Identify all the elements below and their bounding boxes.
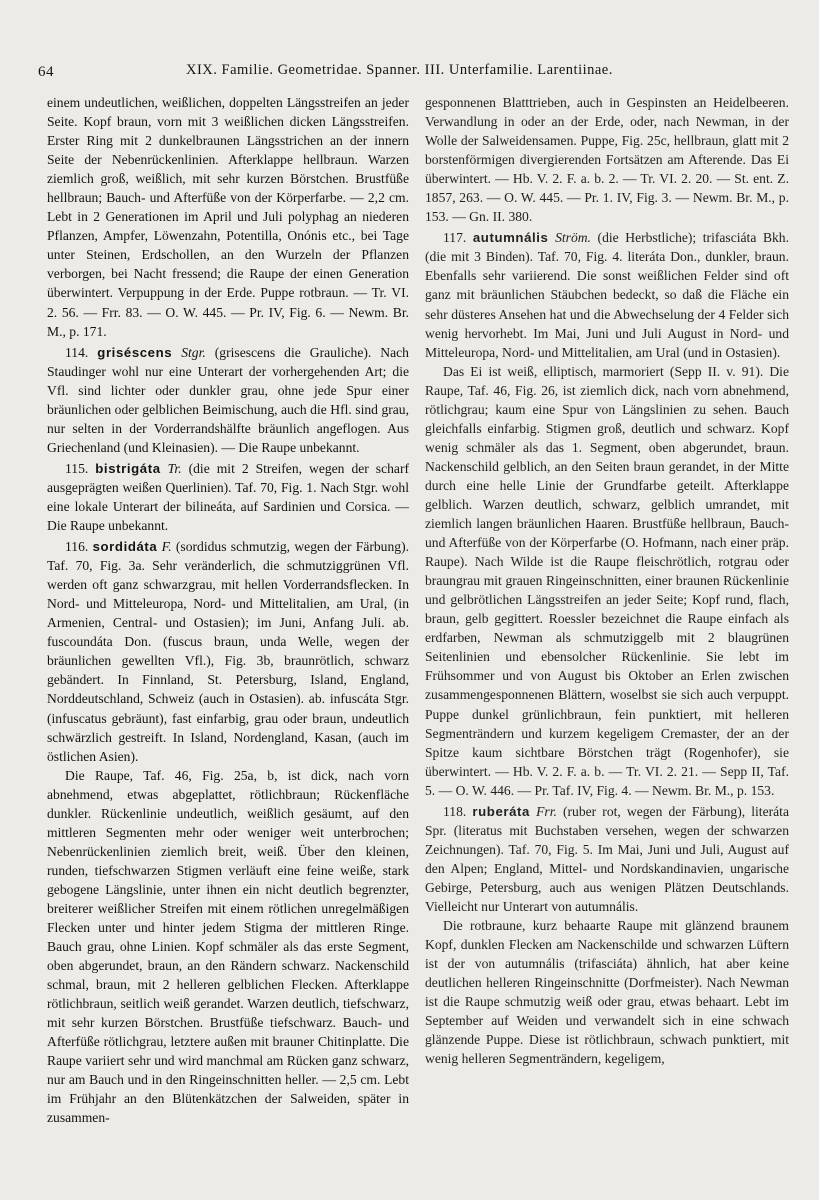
entry-number: 118. [443, 803, 467, 819]
species-entry [47, 537, 409, 766]
species-entry [47, 459, 409, 535]
paragraph: Die Raupe, Taf. 46, Fig. 25a, b, ist dick, nach vorn abnehmend, etwas abgeplattet, rötlichbraun; Rückenfläche dunkler. Rückenlinie undeutlich, weißlich gesäumt, auf den mittleren Segmenten mehr oder weniger weit unterbrochen; Nebenrückenlinien ziemlich breit, weiß. Über den kleinen, runden, tiefschwarzen Stigmen verläuft eine feine weiße, stark gebogene Längslinie, unter ihnen ein nicht deutlich begrenzter, breiterer weißlicher Streifen mit einem rötlichen unregelmäßigen Flecken unter und hinter jedem Stigma der mittleren Ringe. Bauch grau, ohne Linien. Kopf schmäler als das erste Segment, oben abgerundet, braun, an den Rändern schwarz. Nackenschild schmal, braun, mit 2 helleren gelblichen Flecken. Afterklappe rötlichbraun, seitlich weiß gerandet. Warzen deutlich, tiefschwarz, mit sehr kurzen Börstchen. Brustfüße tiefschwarz. Bauch- und Afterfüße rötlichgrau, letztere außen mit brauner Chitinplatte. Die Raupe variiert sehr und wird manchmal am Rücken ganz schwarz, nur am Bauch und in den Ringeinschnitten heller. — 2,5 cm. Lebt im Frühjahr an den Blütenkätzchen der Salweiden, später in zusammen- [47, 767, 409, 1126]
species-entry [47, 343, 409, 457]
species-entry [425, 228, 789, 361]
entry-text: (sordidus schmutzig, wegen der Färbung). Taf. 70, Fig. 3a. Sehr veränderlich, die schmutziggrünen Vfl. werden oft ganz schwarzgrau, mit hellen Vorderrandsflecken. In Nord- und Mitteleuropa, Nord- und Mittelitalien, am Ural, (in Armenien, Central- und Ostasien); im Juni, Anfang Juli. ab. fuscoundáta Don. (fuscus braun, unda Welle, wegen der bräunlichen gewellten Vfl.), Fig. 3b, braunrötlich, schwarz gebändert. In Finnland, St. Petersburg, Island, England, Norddeutschland, Schweiz (auch in Ostasien). ab. infuscáta Stgr. (infuscatus gebräunt), fast einfarbig, grau oder braun, undeutlich schwärzlich gestreift. In Island, Nordengland, Kasan, (auch im östlichen Asien). [47, 539, 409, 764]
author-name: Tr. [167, 460, 182, 476]
author-name: Ström. [555, 230, 591, 246]
entry-number: 117. [443, 230, 467, 246]
right-column [425, 93, 789, 1068]
page-number: 64 [38, 64, 54, 80]
continued-paragraph: gesponnenen Blatttrieben, auch in Gespinsten an Heidelbeeren. Verwandlung in oder an der Erde, oder, nach Newman, in der Wolle der Salweidensamen. Puppe, Fig. 25c, hellbraun, glatt mit 2 borstenförmigen divergierenden Fortsätzen am Afterende. Das Ei überwintert. — Hb. V. 2. F. a. b. 2. — Tr. VI. 2. 20. — St. ent. Z. 1857, 263. — O. W. 445. — Pr. 1. IV, Fig. 3. — Newm. Br. M., p. 153. — Gn. II. 380. [425, 95, 789, 225]
species-name: sordidáta [92, 539, 158, 555]
paragraph: Das Ei ist weiß, elliptisch, marmoriert (Sepp II. v. 91). Die Raupe, Taf. 46, Fig. 26, ist ziemlich dick, nach vorn abnehmend, rötlichgrau; kaum eine Spur von Längslinien zu sehen. Bauch gleichfalls einfarbig. Stigmen groß, deutlich und schwarz. Kopf wenig schmäler als das 1. Segment, oben abgerundet, braun. Nackenschild gelblich, an den Seiten braun gerandet, in der Mitte durch eine helle Linie der Grundfarbe geteilt. Afterklappe gelblich. Warzen deutlich, schwarz, gelblich umrandet, mit ziemlich langen bräunlichen Haaren. Brustfüße hellbraun, Bauch- und Afterfüße von der Körperfarbe (O. Hofmann, nach einer präp. Raupe). Nach Wilde ist die Raupe fleischrötlich, rotgrau oder braungrau mit grauen Ringeinschnitten, einer braunen Rückenlinie und gelbrötlichen Längsstreifen an jeder Seite; Kopf rund, flach, braun, gelb gegittert. Roessler bezeichnet die Raupe einfach als erdfarben, Newman als schmutziggelb mit 2 blaugrünen Seitenlinien und ebensolcher Rückenlinie. Sie lebt im Frühsommer und von August bis Oktober an Erlen zwischen zusammengesponnenen Blättern, woselbst sie sich auch verpuppt. Puppe dunkel grünlichbraun, fein punktiert, mit helleren Segmenträndern und kurzem kegeligem Cremaster, der an der Spitze kaum sichtbare Börstchen trägt (Rogenhofer), sie überwintert. — Hb. V. 2. F. a. b. — Tr. VI. 2. 21. — Sepp II, Taf. 5. — O. W. 446. — Pr. Taf. IV, Fig. 4. — Newm. Br. M., p. 153. [425, 363, 789, 798]
author-name: F. [161, 539, 172, 555]
entry-text: (grisescens die Grauliche). Nach Staudinger wohl nur eine Unterart der vorhergehenden Art; die Vfl. sind lichter oder dunkler grau, ohne jede Spur einer bräunlichen oder gelblichen Beimischung, auch die Hfl. sind grau, nur selten in der Vorderrandshälfte bräunlich angeflogen. Aus Griechenland (und Kleinasien). — Die Raupe unbekannt. [47, 344, 409, 455]
entry-text: (ruber rot, wegen der Färbung), literáta Spr. (literatus mit Buchstaben versehen, wegen der schwarzen Zeichnungen). Taf. 70, Fig. 5. Im Mai, Juni und Juli, August auf den Alpen; England, Mittel- und Nordskandinavien, ungarische Gebirge, Petersburg, auch aus wenigen Plätzen Deutschlands. Vielleicht nur Unterart von autumnális. [425, 803, 789, 914]
paragraph: Die rotbraune, kurz behaarte Raupe mit glänzend braunem Kopf, dunklen Flecken am Nackenschilde und schwarzen Lüftern ist der von autumnális (trifasciáta) ähnlich, hat aber keine deutlichen helleren Ringeinschnitte (Dorfmeister). Nach Newman ist die Raupe schmutzig weiß oder grau, etwas behaart. Lebt im September auf Weiden und verwandelt sich in eine schwach glänzende Puppe. Diese ist rötlichbraun, schwach punktiert, mit wenig helleren Segmenträndern, kegeligem, [425, 918, 789, 1067]
left-column [47, 93, 409, 1128]
entry-number: 115. [65, 460, 89, 476]
author-name: Stgr. [181, 344, 206, 360]
entry-text: (die mit 2 Streifen, wegen der scharf ausgeprägten weißen Querlinien). Taf. 70, Fig. 1. Nach Stgr. wohl eine lokale Unterart der bilineáta, auf Sardinien und Corsica. — Die Raupe unbekannt. [47, 460, 409, 534]
species-name: autumnális [472, 230, 549, 246]
species-name: griséscens [97, 344, 173, 360]
entry-text: (die Herbstliche); trifasciáta Bkh. (die mit 3 Binden). Taf. 70, Fig. 4. literáta Don., dunkler, braun. Ebenfalls sehr variierend. Die sonst weißlichen Felder sind oft ganz mit bräunlichen Stäubchen bedeckt, so daß die Fläche ein sehr düsteres Ansehen hat und die Abwechselung der 4 Felder sich wenig hervorhebt. Im Mai, Juni und Juli August in Nord- und Mitteleuropa, Nord- und Mittelitalien, am Ural (und in Ostasien). [425, 230, 789, 360]
author-name: Frr. [536, 803, 557, 819]
species-name: bistrigáta [95, 460, 161, 476]
species-name: ruberáta [472, 803, 530, 819]
page-header [38, 62, 787, 86]
species-entry [425, 802, 789, 916]
continued-paragraph: einem undeutlichen, weißlichen, doppelten Längsstreifen an jeder Seite. Kopf braun, vorn mit 3 weißlichen dicken Längsstreifen. Erster Ring mit 2 dunkelbraunen Längsstrichen an der innern Seite der Nebenrückenlinien. Afterklappe hellbraun. Warzen ziemlich groß, weißlich, mit sehr kurzen Börstchen. Brustfüße hellbraun; Bauch- und Afterfüße von der Körperfarbe. — 2,2 cm. Lebt in 2 Generationen im April und Juli polyphag an niederen Pflanzen, Ampfer, Löwenzahn, Potentilla, Onónis etc., bei Tage unter Steinen, Erdschollen, an den Wurzeln der Pflanzen verborgen, bei Nacht fressend; die Raupe der einen Generation überwintert. Verpuppung in der Erde. Puppe rotbraun. — Tr. VI. 2. 56. — Frr. 83. — O. W. 445. — Pr. IV, Fig. 6. — Newm. Br. M., p. 171. [47, 95, 409, 339]
entry-number: 116. [65, 539, 89, 555]
entry-number: 114. [65, 344, 89, 360]
running-head: XIX. Familie. Geometridae. Spanner. III. Unterfamilie. Larentiinae. [186, 62, 613, 78]
